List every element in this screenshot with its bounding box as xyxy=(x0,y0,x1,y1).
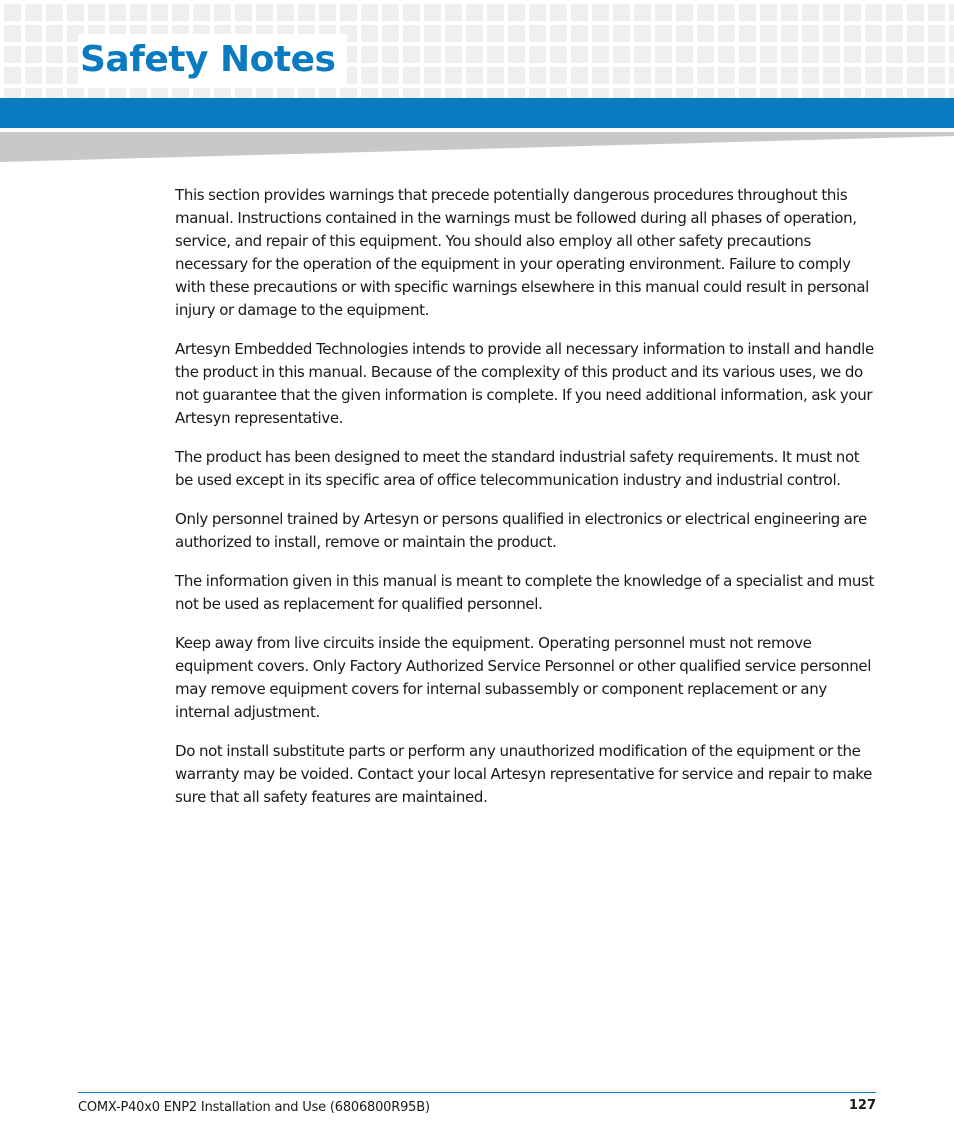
footer-document-title: COMX-P40x0 ENP2 Installation and Use (6806800R95B) xyxy=(78,1100,430,1115)
page-title: Safety Notes xyxy=(78,34,347,84)
paragraph-specialist: The information given in this manual is meant to complete the knowledge of a specialist and must not be used as replacement for qualified personnel. xyxy=(175,572,875,613)
paragraph-information: Artesyn Embedded Technologies intends to provide all necessary information to install and handle the product in this manual. Because of the complexity of this product and its various uses, we do not guarantee that the given information is complete. If you need additional information, ask your Artesyn representative. xyxy=(175,340,874,427)
page-number: 127 xyxy=(848,1098,876,1113)
safety-notes-body xyxy=(175,184,875,825)
paragraph-safety-requirements: The product has been designed to meet the standard industrial safety requirements. It must not be used except in its specific area of office telecommunication industry and industrial control. xyxy=(175,448,860,489)
paragraph-live-circuits: Keep away from live circuits inside the equipment. Operating personnel must not remove equipment covers. Only Factory Authorized Service Personnel or other qualified service personnel may remove equipment covers for internal subassembly or component replacement or any internal adjustment. xyxy=(175,634,872,721)
header-gray-wedge xyxy=(0,132,954,162)
paragraph-substitute-parts: Do not install substitute parts or perform any unauthorized modification of the equipment or the warranty may be voided. Contact your local Artesyn representative for service and repair to make sure that all safety features are maintained. xyxy=(175,742,872,806)
paragraph-intro: This section provides warnings that precede potentially dangerous procedures throughout this manual. Instructions contained in the warnings must be followed during all phases of operation, service, and repair of this equipment. You should also employ all other safety precautions necessary for the operation of the equipment in your operating environment. Failure to comply with these precautions or with specific warnings elsewhere in this manual could result in personal injury or damage to the equipment. xyxy=(175,186,869,319)
header-blue-band xyxy=(0,98,954,128)
footer-rule xyxy=(78,1092,876,1093)
paragraph-personnel: Only personnel trained by Artesyn or persons qualified in electronics or electrical engineering are authorized to install, remove or maintain the product. xyxy=(175,510,867,551)
